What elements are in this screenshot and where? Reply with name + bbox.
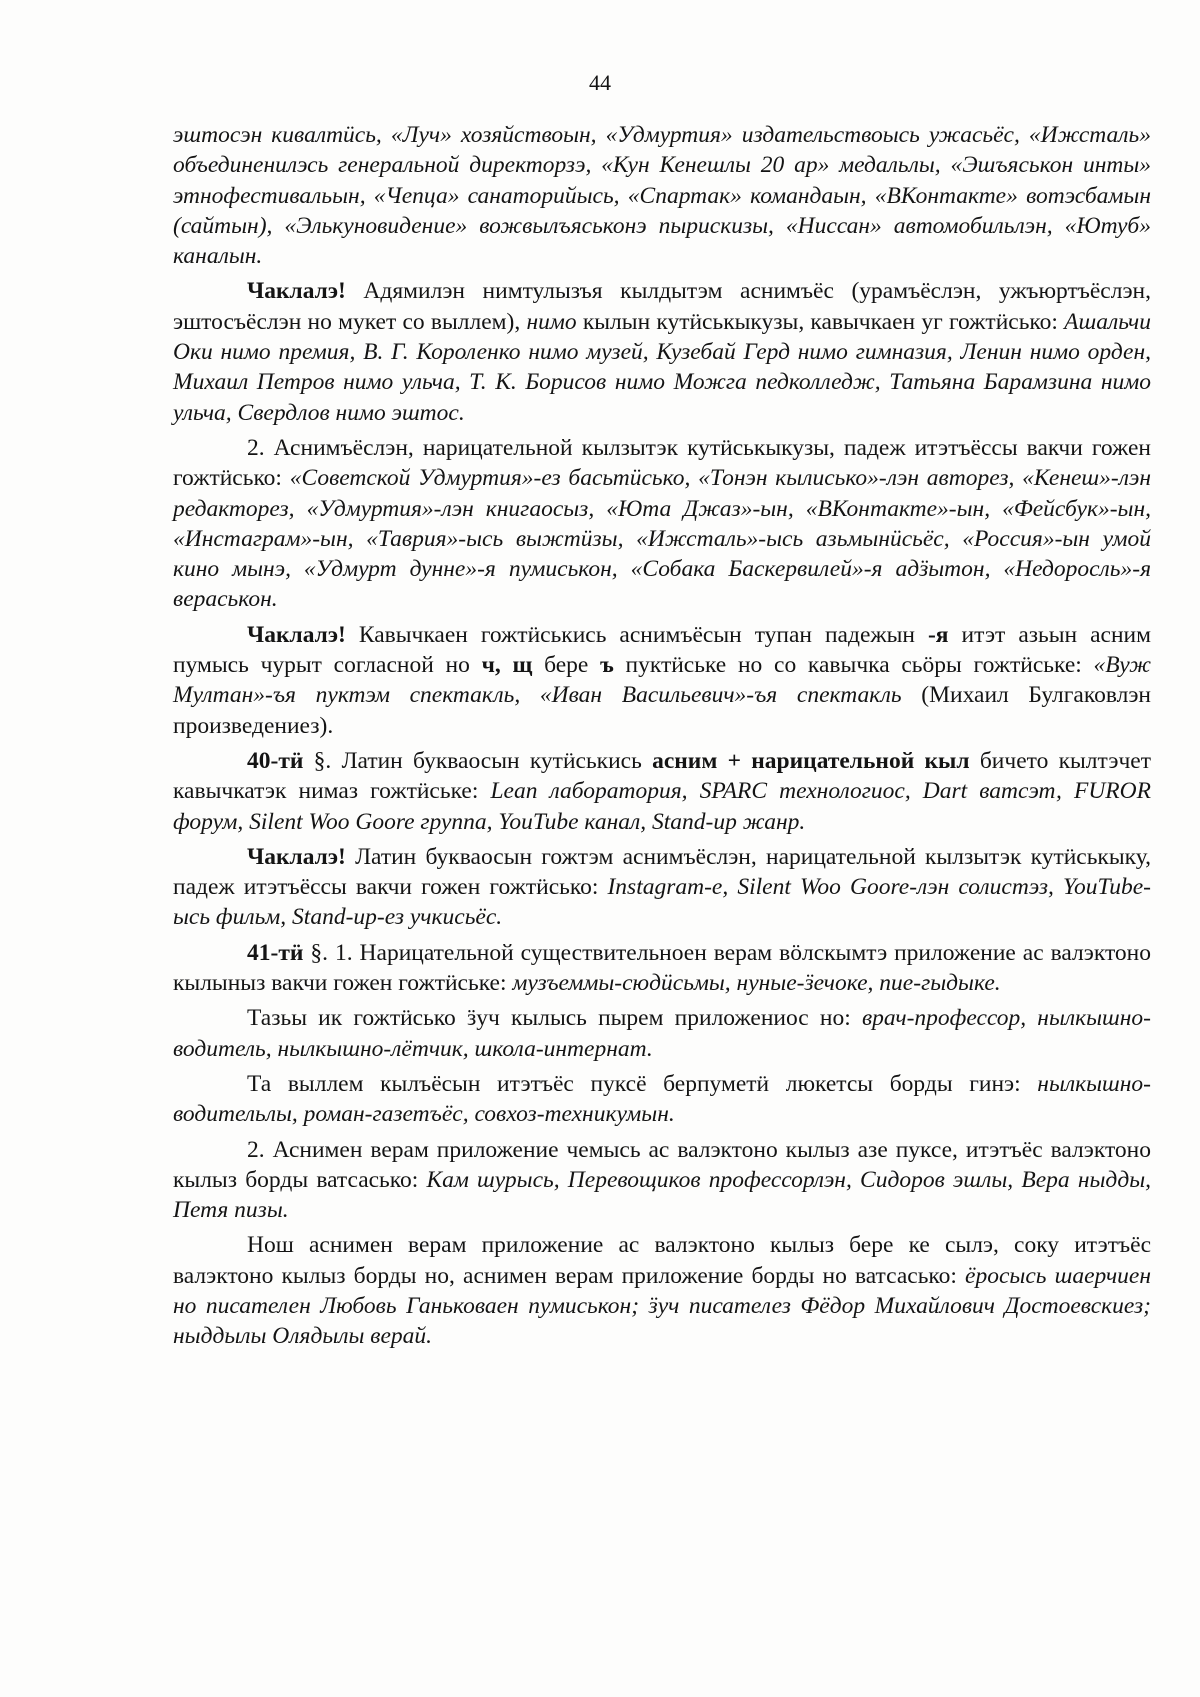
paragraph bbox=[173, 120, 1151, 271]
text-run: Адямилэн нимтулызъя кылдытэм аснимъёс (урамъёслэн, ужъюртъёслэн, эштосъёслэн но мукет со выллем), bbox=[173, 278, 1151, 335]
text-run: Нош аснимен верам приложение ас валэктоно кылыз бере ке сылэ, соку итэтъёс валэктоно кылыз борды но, аснимен верам приложение борды но ватсасько: bbox=[173, 1232, 1151, 1289]
paragraph bbox=[173, 1230, 1151, 1351]
bold-text: Чаклалэ! bbox=[247, 621, 346, 648]
bold-text: Чаклалэ! bbox=[247, 278, 346, 305]
example-text: «Вуж Мултан»-ъя пуктэм спектакль, «Иван Васильевич»-ъя спектакль bbox=[173, 652, 1152, 709]
text-run: 2. Аснимен верам приложение чемысь ас валэктоно кылыз азе пуксе, итэтъёс валэктоно кылыз борды ватсасько: bbox=[173, 1136, 1151, 1193]
bold-text: 41-тӥ bbox=[247, 939, 304, 966]
paragraph bbox=[173, 433, 1151, 615]
text-run: Латин букваосын гожтэм аснимъёслэн, нарицательной кылзытэк кутӥськыку, падеж итэтъёссы вакчи гожен гожтӥсько: bbox=[173, 843, 1151, 901]
example-text: «Советской Удмуртия»-ез басьтӥсько, «Тонэн кылисько»-лэн авторез, «Кенеш»-лэн редакторез, «Удмуртия»-лэн книгаосыз, «Юта Джаз»-ын, «ВКонтакте»-ын, «Фейсбук»-ын, «Инстаграм»-ын, «Таврия»-ысь выжтӥзы, «Ижсталь»-ысь азьмынӥсьёс, «Россия»-ын умой кино мынэ, «Удмурт дунне»-я пумиськон, «Собака Баскервилей»-я адӟытон, «Недоросль»-я вераськон. bbox=[173, 465, 1152, 613]
paragraph bbox=[173, 620, 1151, 741]
text-run: Та выллем кылъёсын итэтъёс пуксё берпуметӥ люкетсы борды гинэ: bbox=[247, 1070, 1038, 1097]
bold-text: -я bbox=[927, 621, 949, 648]
example-text: нимо bbox=[526, 308, 577, 335]
paragraph bbox=[173, 842, 1151, 933]
text-run: кылын кутӥськыкузы, кавычкаен уг гожтӥсько: bbox=[576, 308, 1065, 335]
text-run: бичето кылтэчет кавычкатэк нимаз гожтӥське: bbox=[173, 747, 1151, 805]
text-run: (Михаил Булгаковлэн произведениез). bbox=[173, 682, 1151, 739]
text-run: пуктӥське но со кавычка сьӧры гожтӥське: bbox=[613, 652, 1094, 679]
paragraph bbox=[173, 1069, 1151, 1130]
text-run: §. Латин букваосын кутӥськись bbox=[303, 747, 653, 774]
text-run: Кавычкаен гожтӥськись аснимъёсын тупан падежын bbox=[345, 621, 928, 648]
paragraph bbox=[173, 1135, 1151, 1226]
bold-text: ч, щ bbox=[481, 652, 533, 679]
example-text: Кам шурысь, Перевощиков профессорлэн, Сидоров эшлы, Вера ныдды, Петя пизы. bbox=[173, 1166, 1151, 1224]
paragraph bbox=[173, 746, 1151, 837]
text-run: бере bbox=[532, 652, 601, 679]
text-run: §. 1. Нарицательной существительноен верам вӧлскымтэ приложение ас валэктоно кылыныз вакчи гожен гожтӥське: bbox=[173, 939, 1151, 997]
body-text bbox=[173, 120, 1151, 1357]
example-text: ёросысь шаерчиен но писателен Любовь Ганьковаен пумиськон; ӟуч писателез Фёдор Михайлович Достоевскиез; ныддылы Олядылы верай. bbox=[173, 1262, 1151, 1350]
example-text: музъеммы-сюдӥсьмы, нуные-ӟечоке, пие-гыдыке. bbox=[512, 970, 1001, 997]
paragraph bbox=[173, 1003, 1151, 1064]
text-run: итэт азьын асним пумысь чурыт согласной но bbox=[173, 621, 1151, 679]
bold-text: Чаклалэ! bbox=[247, 843, 346, 870]
bold-text: асним + нарицательной кыл bbox=[652, 747, 970, 774]
example-text: Lean лаборатория, SPARC технологиос, Dart ватсэт, FUROR форум, Silent Woo Goore группа, YouTube канал, Stand-up жанр. bbox=[173, 778, 1151, 835]
example-text: нылкышно-водительлы, роман-газетъёс, совхоз-техникумын. bbox=[173, 1070, 1151, 1128]
example-text: врач-профессор, нылкышно-водитель, нылкышно-лётчик, школа-интернат. bbox=[173, 1005, 1151, 1062]
paragraph bbox=[173, 938, 1151, 999]
page-number: 44 bbox=[589, 70, 611, 95]
example-text: эштосэн кивалтӥсь, «Луч» хозяйствоын, «Удмуртия» издательствоысь ужасьёс, «Ижсталь» объединенилэсь генеральной директорзэ, «Кун Кенешлы 20 ар» медальлы, «Эшъяськон инты» этнофестивальын, «Чепца» санаторийысь, «Спартак» командаын, «ВКонтакте» вотэсбамын (сайтын), «Элькуновидение» вожвылъяськонэ пырискизы, «Ниссан» автомобильлэн, «Ютуб» каналын. bbox=[173, 122, 1151, 270]
bold-text: 40-тӥ bbox=[247, 747, 304, 774]
example-text: Ашальчи Оки нимо премия, В. Г. Короленко нимо музей, Кузебай Герд нимо гимназия, Ленин нимо орден, Михаил Петров нимо ульча, Т. К. Борисов нимо Можга педколледж, Татьяна Барамзина нимо ульча, Свердлов нимо эштос. bbox=[173, 308, 1152, 426]
bold-text: ъ bbox=[600, 652, 614, 679]
text-run: Тазьы ик гожтӥсько ӟуч кылысь пырем приложениос но: bbox=[247, 1005, 862, 1032]
text-run: 2. Аснимъёслэн, нарицательной кылзытэк кутӥськыкузы, падеж итэтъёссы вакчи гожен гожтӥсько: bbox=[173, 434, 1151, 492]
paragraph bbox=[173, 276, 1151, 427]
example-text: Instagram-е, Silent Woo Goore-лэн солистэз, YouTube-ысь фильм, Stand-up-ез учкисьёс. bbox=[173, 874, 1151, 931]
